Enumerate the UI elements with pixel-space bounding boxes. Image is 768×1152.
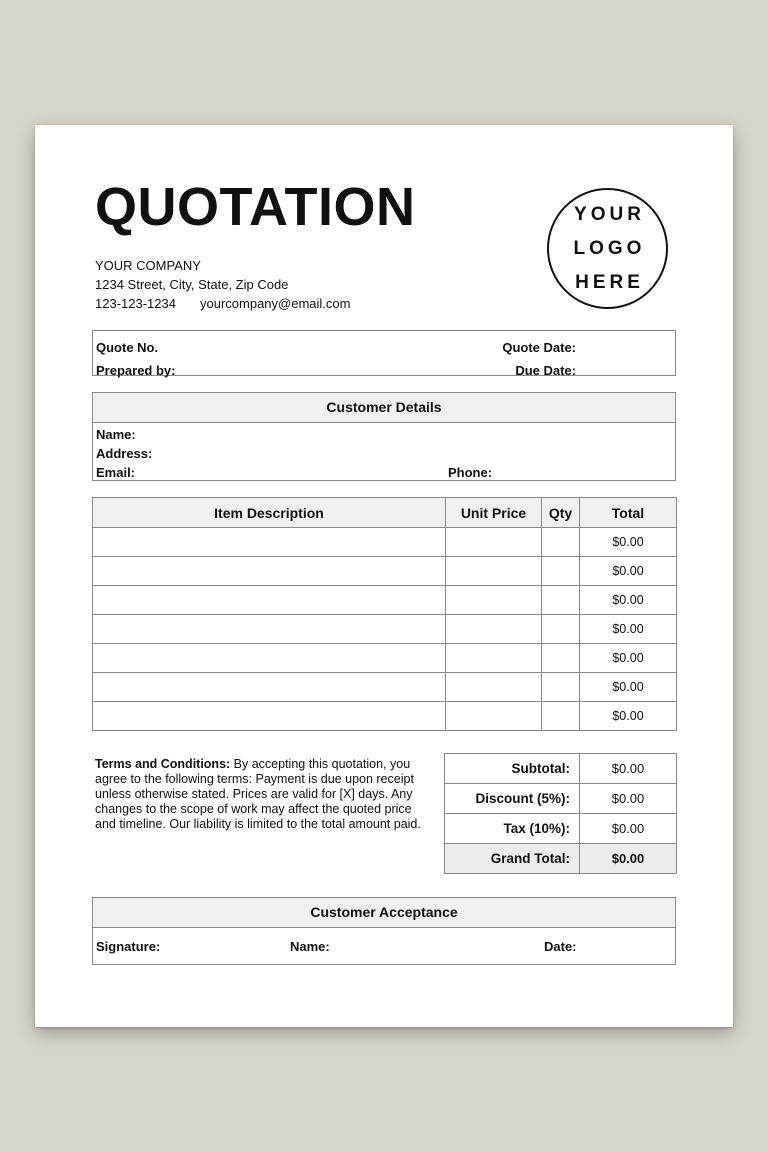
customer-address-label: Address: xyxy=(96,446,153,461)
item-description-cell[interactable] xyxy=(93,673,446,702)
qty-cell[interactable] xyxy=(542,586,580,615)
qty-cell[interactable] xyxy=(542,528,580,557)
totals-table xyxy=(444,753,677,874)
company-name: YOUR COMPANY xyxy=(95,258,201,273)
terms-heading: Terms and Conditions: xyxy=(95,757,231,771)
unit-price-cell[interactable] xyxy=(446,557,542,586)
item-description-cell[interactable] xyxy=(93,557,446,586)
company-email: yourcompany@email.com xyxy=(200,296,351,311)
company-address: 1234 Street, City, State, Zip Code xyxy=(95,277,289,292)
customer-acceptance-box xyxy=(92,897,676,965)
unit-price-cell[interactable] xyxy=(446,528,542,557)
table-row xyxy=(93,644,677,673)
unit-price-cell[interactable] xyxy=(446,586,542,615)
acceptance-date-label: Date: xyxy=(544,939,577,954)
acceptance-name-label: Name: xyxy=(290,939,330,954)
table-row xyxy=(93,557,677,586)
company-phone: 123-123-1234 xyxy=(95,296,176,311)
grand-total-label: Grand Total: xyxy=(445,844,580,874)
subtotal-label: Subtotal: xyxy=(445,754,580,784)
item-description-cell[interactable] xyxy=(93,586,446,615)
unit-price-cell[interactable] xyxy=(446,615,542,644)
customer-email-label: Email: xyxy=(96,465,136,480)
logo-line: LOGO xyxy=(573,237,646,259)
logo-line: YOUR xyxy=(574,203,645,225)
tax-label: Tax (10%): xyxy=(445,814,580,844)
qty-header: Qty xyxy=(542,498,580,528)
terms-and-conditions xyxy=(95,757,433,832)
items-header-row xyxy=(93,498,677,528)
qty-cell[interactable] xyxy=(542,615,580,644)
qty-cell[interactable] xyxy=(542,702,580,731)
item-description-cell[interactable] xyxy=(93,644,446,673)
logo-line: HERE xyxy=(575,271,644,293)
subtotal-value: $0.00 xyxy=(580,754,677,784)
unit-price-cell[interactable] xyxy=(446,673,542,702)
quote-info-box xyxy=(92,330,676,376)
quotation-sheet xyxy=(35,125,733,1027)
subtotal-row xyxy=(445,754,677,784)
total-cell: $0.00 xyxy=(580,644,677,673)
customer-name-label: Name: xyxy=(96,427,136,442)
discount-label: Discount (5%): xyxy=(445,784,580,814)
discount-value: $0.00 xyxy=(580,784,677,814)
items-table xyxy=(92,497,677,731)
grand-total-row xyxy=(445,844,677,874)
table-row xyxy=(93,528,677,557)
item-description-cell[interactable] xyxy=(93,615,446,644)
table-row xyxy=(93,586,677,615)
due-date-label: Due Date: xyxy=(515,363,576,378)
tax-row xyxy=(445,814,677,844)
table-row xyxy=(93,615,677,644)
quote-no-label: Quote No. xyxy=(96,340,159,355)
customer-phone-label: Phone: xyxy=(448,465,493,480)
unit-price-cell[interactable] xyxy=(446,702,542,731)
document-title: QUOTATION xyxy=(95,177,416,237)
logo-placeholder xyxy=(547,188,668,309)
table-row xyxy=(93,673,677,702)
qty-cell[interactable] xyxy=(542,557,580,586)
customer-details-header: Customer Details xyxy=(93,393,675,423)
terms-body: By accepting this quotation, you agree to the following terms: Payment is due upon receipt unless otherwise stated. Prices are valid for [X] days. Any changes to the scope of work may affect the quoted price and timeline. Our liability is limited to the total amount paid. xyxy=(95,757,421,831)
total-cell: $0.00 xyxy=(580,702,677,731)
item-description-cell[interactable] xyxy=(93,528,446,557)
discount-row xyxy=(445,784,677,814)
unit-price-header: Unit Price xyxy=(446,498,542,528)
item-description-cell[interactable] xyxy=(93,702,446,731)
total-cell: $0.00 xyxy=(580,673,677,702)
grand-total-value: $0.00 xyxy=(580,844,677,874)
total-cell: $0.00 xyxy=(580,586,677,615)
total-cell: $0.00 xyxy=(580,615,677,644)
qty-cell[interactable] xyxy=(542,673,580,702)
customer-acceptance-header: Customer Acceptance xyxy=(93,898,675,928)
total-header: Total xyxy=(580,498,677,528)
prepared-by-label: Prepared by: xyxy=(96,363,176,378)
quote-date-label: Quote Date: xyxy=(502,340,576,355)
total-cell: $0.00 xyxy=(580,557,677,586)
item-description-header: Item Description xyxy=(93,498,446,528)
qty-cell[interactable] xyxy=(542,644,580,673)
unit-price-cell[interactable] xyxy=(446,644,542,673)
table-row xyxy=(93,702,677,731)
total-cell: $0.00 xyxy=(580,528,677,557)
customer-details-box xyxy=(92,392,676,481)
tax-value: $0.00 xyxy=(580,814,677,844)
signature-label: Signature: xyxy=(96,939,161,954)
